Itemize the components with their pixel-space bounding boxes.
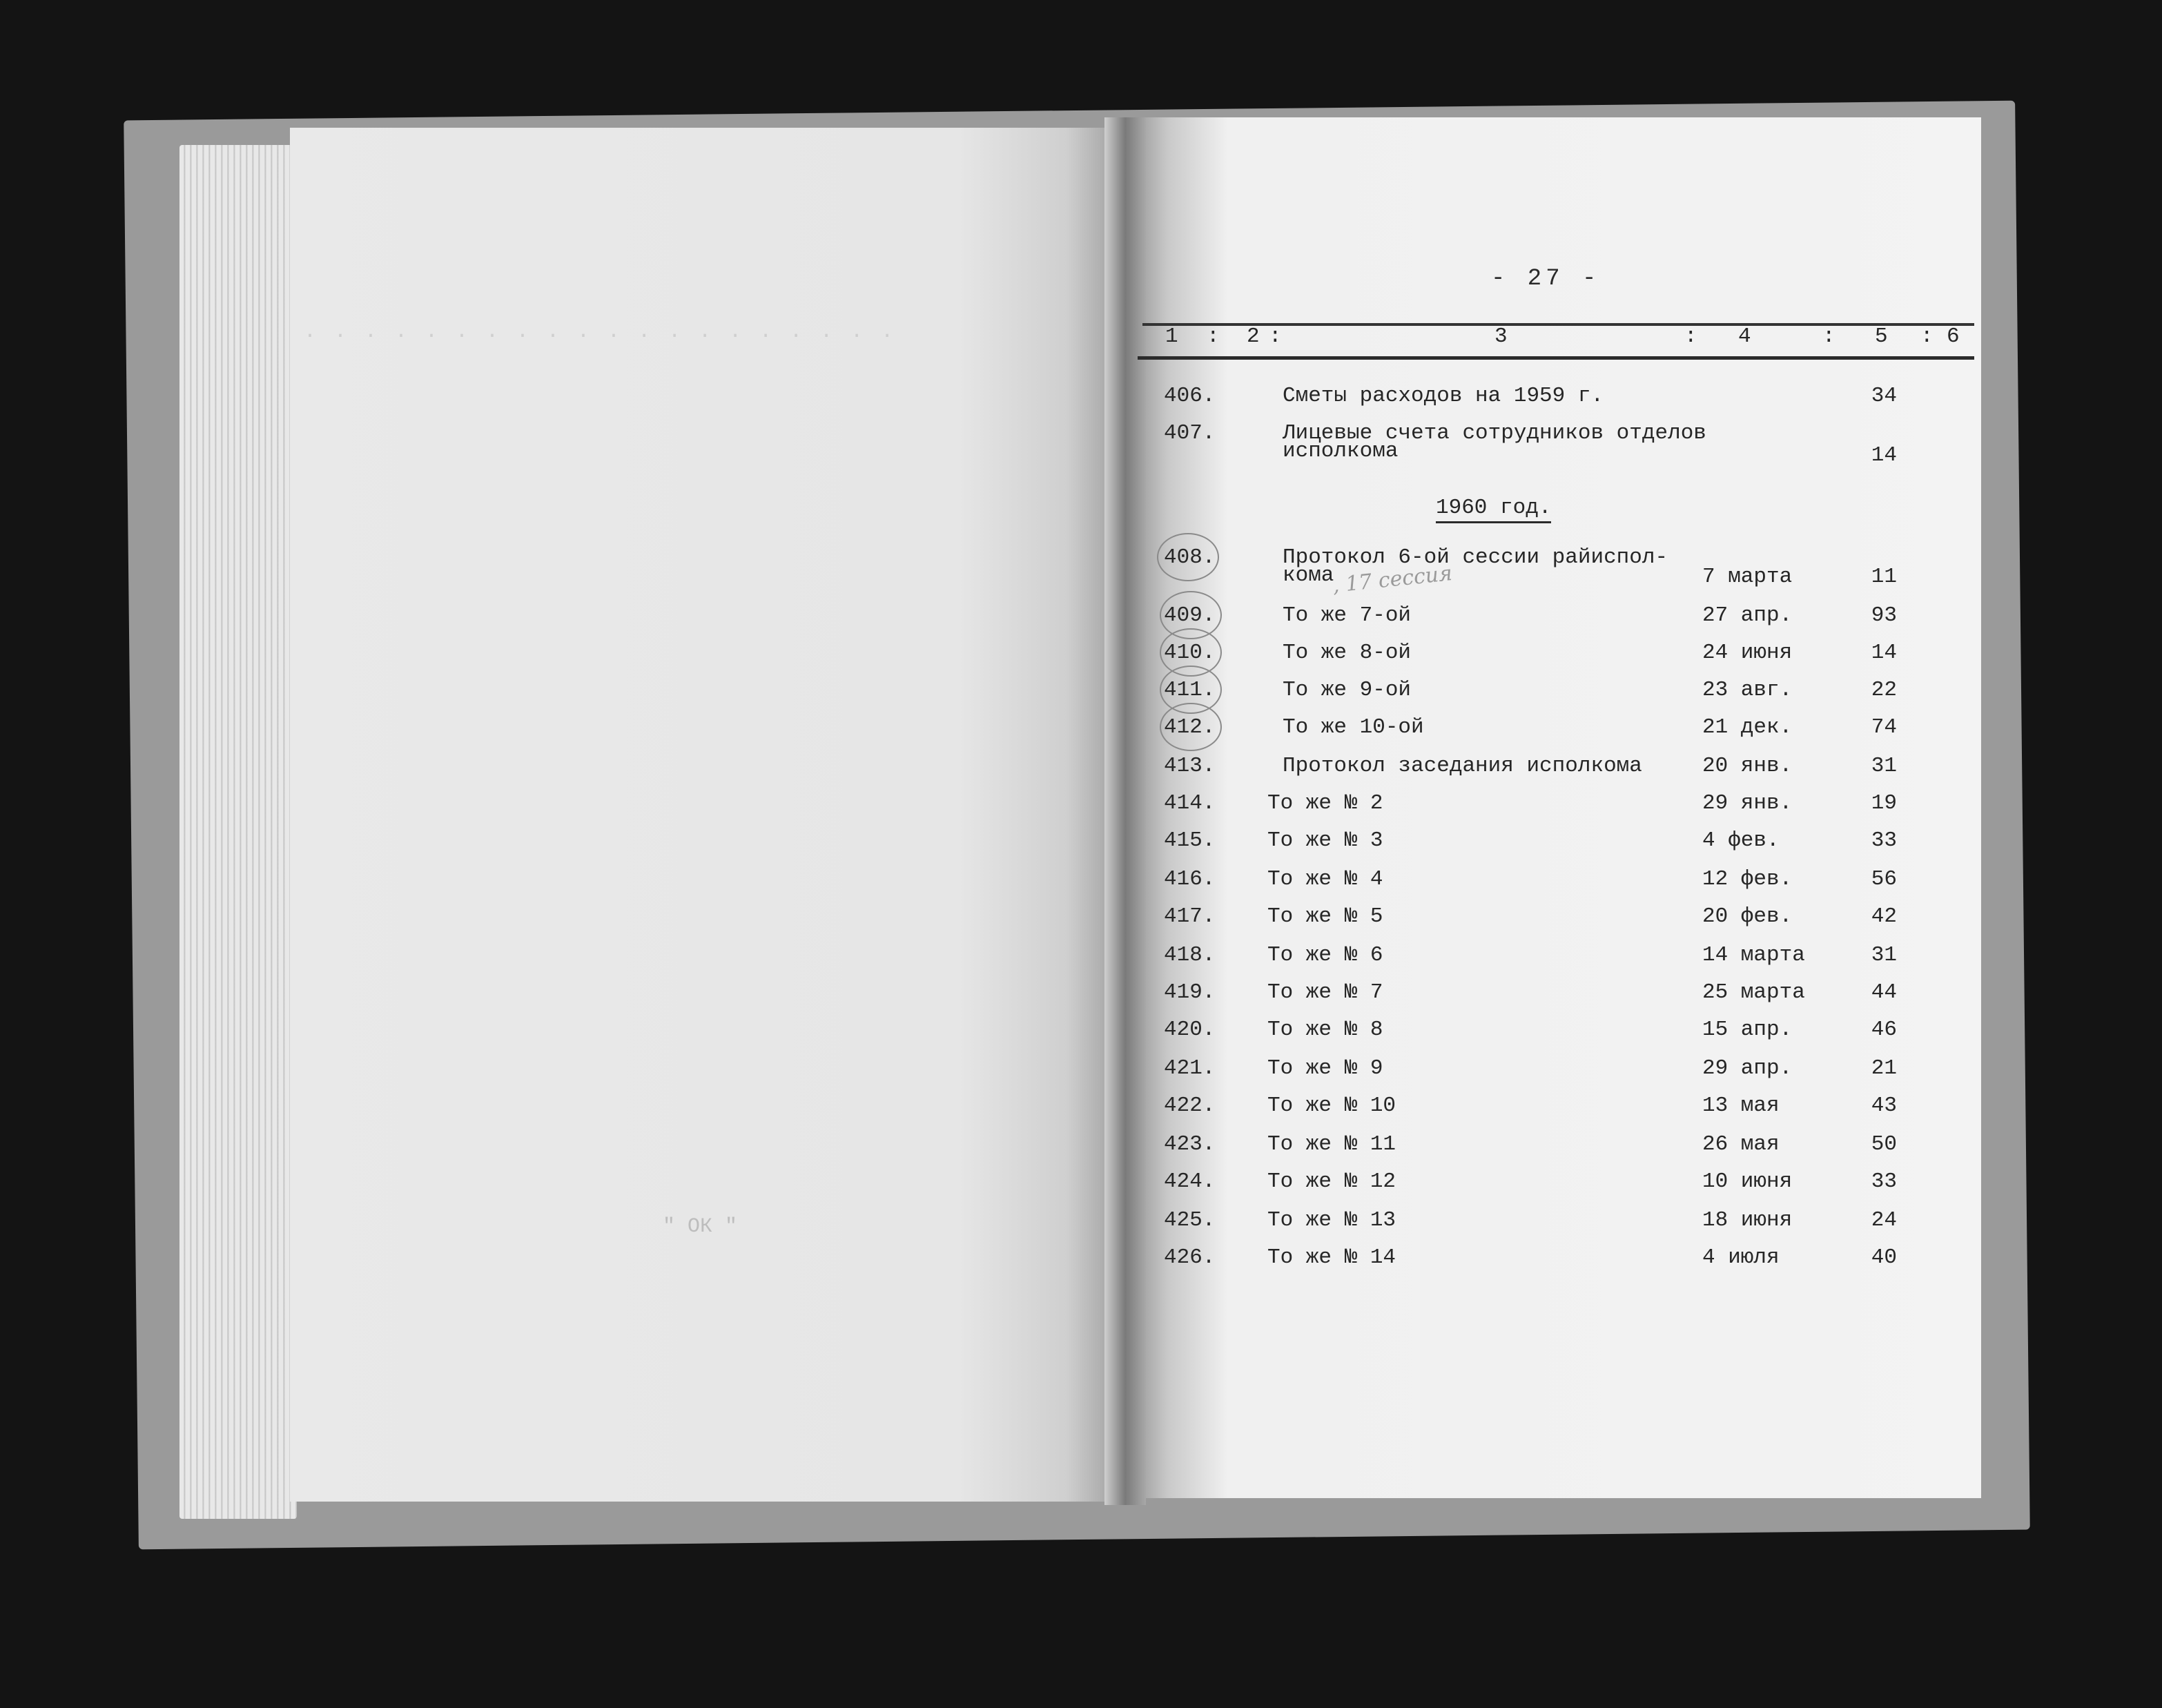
page-number: - 27 -	[1491, 266, 1601, 292]
header-rule-top	[1142, 323, 1974, 326]
row-title: То же 9-ой	[1283, 678, 1412, 702]
row-number: 414.	[1164, 791, 1216, 815]
row-title: То же № 4	[1267, 867, 1383, 891]
row-number: 406.	[1164, 384, 1216, 408]
column-header-sep: :	[1207, 324, 1220, 349]
row-title: То же № 8	[1267, 1018, 1383, 1042]
row-title: То же № 9	[1267, 1056, 1383, 1080]
handwritten-note: , 17 сессия	[1331, 561, 1454, 599]
row-title: Протокол 6-ой сессии райиспол-	[1283, 545, 1668, 570]
row-pages: 22	[1871, 678, 1897, 702]
faint-bleedthrough-text: · · · · · · · · · · · · · · · · · · · ·	[304, 324, 897, 348]
row-date: 26 мая	[1702, 1132, 1780, 1156]
row-number: 412.	[1164, 715, 1216, 739]
column-header-2: 2	[1247, 324, 1260, 349]
row-number: 422.	[1164, 1094, 1216, 1118]
row-pages: 31	[1871, 943, 1897, 967]
row-number: 409.	[1164, 603, 1216, 628]
row-pages: 14	[1871, 443, 1897, 467]
row-title: То же № 11	[1267, 1132, 1396, 1156]
column-header-sep: :	[1822, 324, 1835, 349]
row-number: 423.	[1164, 1132, 1216, 1156]
row-number: 410.	[1164, 641, 1216, 665]
row-title: То же № 7	[1267, 980, 1383, 1005]
row-title: Протокол заседания исполкома	[1283, 754, 1642, 778]
row-pages: 34	[1871, 384, 1897, 408]
row-title: То же № 14	[1267, 1245, 1396, 1270]
row-pages: 50	[1871, 1132, 1897, 1156]
row-title: То же № 5	[1267, 904, 1383, 929]
row-pages: 24	[1871, 1208, 1897, 1232]
row-title: То же № 13	[1267, 1208, 1396, 1232]
row-date: 13 мая	[1702, 1094, 1780, 1118]
column-header-3: 3	[1494, 324, 1508, 349]
row-number: 419.	[1164, 980, 1216, 1005]
row-number: 408.	[1164, 545, 1216, 570]
year-heading: 1960 год.	[1436, 496, 1551, 523]
row-pages: 44	[1871, 980, 1897, 1005]
row-pages: 74	[1871, 715, 1897, 739]
book-gutter	[1104, 117, 1146, 1505]
column-header-sep: :	[1684, 324, 1697, 349]
row-date: 25 марта	[1702, 980, 1805, 1005]
row-title: То же № 6	[1267, 943, 1383, 967]
row-title-continued: кома	[1283, 563, 1334, 588]
row-title: То же № 3	[1267, 828, 1383, 853]
row-title: То же 8-ой	[1283, 641, 1412, 665]
row-number: 415.	[1164, 828, 1216, 853]
row-title: То же 10-ой	[1283, 715, 1424, 739]
row-number: 420.	[1164, 1018, 1216, 1042]
column-header-sep: :	[1920, 324, 1934, 349]
row-title: То же 7-ой	[1283, 603, 1412, 628]
row-pages: 93	[1871, 603, 1897, 628]
row-date: 29 апр.	[1702, 1056, 1793, 1080]
column-header-sep: :	[1269, 324, 1282, 349]
row-date: 4 фев.	[1702, 828, 1780, 853]
row-date: 29 янв.	[1702, 791, 1793, 815]
row-date: 23 авг.	[1702, 678, 1793, 702]
row-pages: 14	[1871, 641, 1897, 665]
column-header-1: 1	[1165, 324, 1178, 349]
row-date: 24 июня	[1702, 641, 1793, 665]
row-title: То же № 10	[1267, 1094, 1396, 1118]
row-date: 21 дек.	[1702, 715, 1793, 739]
row-date: 7 марта	[1702, 565, 1793, 589]
row-date: 10 июня	[1702, 1170, 1793, 1194]
row-pages: 46	[1871, 1018, 1897, 1042]
row-date: 4 июля	[1702, 1245, 1780, 1270]
column-header-6: 6	[1947, 324, 1960, 349]
page-edges	[179, 145, 297, 1519]
row-date: 14 марта	[1702, 943, 1805, 967]
row-pages: 11	[1871, 565, 1897, 589]
header-rule-bottom	[1138, 356, 1974, 360]
row-number: 416.	[1164, 867, 1216, 891]
column-header-4: 4	[1738, 324, 1751, 349]
row-pages: 43	[1871, 1094, 1897, 1118]
row-title: Лицевые счета сотрудников отделов	[1283, 421, 1706, 445]
row-title: То же № 12	[1267, 1170, 1396, 1194]
row-number: 413.	[1164, 754, 1216, 778]
row-date: 20 фев.	[1702, 904, 1793, 929]
row-title: То же № 2	[1267, 791, 1383, 815]
row-pages: 19	[1871, 791, 1897, 815]
row-number: 407.	[1164, 421, 1216, 445]
row-number: 417.	[1164, 904, 1216, 929]
row-number: 421.	[1164, 1056, 1216, 1080]
row-pages: 21	[1871, 1056, 1897, 1080]
row-pages: 31	[1871, 754, 1897, 778]
row-pages: 33	[1871, 828, 1897, 853]
row-date: 15 апр.	[1702, 1018, 1793, 1042]
column-header-5: 5	[1875, 324, 1888, 349]
row-title-continued: исполкома	[1283, 439, 1399, 463]
row-pages: 33	[1871, 1170, 1897, 1194]
row-date: 20 янв.	[1702, 754, 1793, 778]
row-number: 411.	[1164, 678, 1216, 702]
row-number: 426.	[1164, 1245, 1216, 1270]
row-number: 424.	[1164, 1170, 1216, 1194]
row-number: 425.	[1164, 1208, 1216, 1232]
row-title: Сметы расходов на 1959 г.	[1283, 384, 1604, 408]
row-number: 418.	[1164, 943, 1216, 967]
row-pages: 56	[1871, 867, 1897, 891]
faint-mark: " ОК "	[663, 1215, 738, 1239]
row-date: 18 июня	[1702, 1208, 1793, 1232]
row-pages: 42	[1871, 904, 1897, 929]
row-date: 12 фев.	[1702, 867, 1793, 891]
row-pages: 40	[1871, 1245, 1897, 1270]
row-date: 27 апр.	[1702, 603, 1793, 628]
